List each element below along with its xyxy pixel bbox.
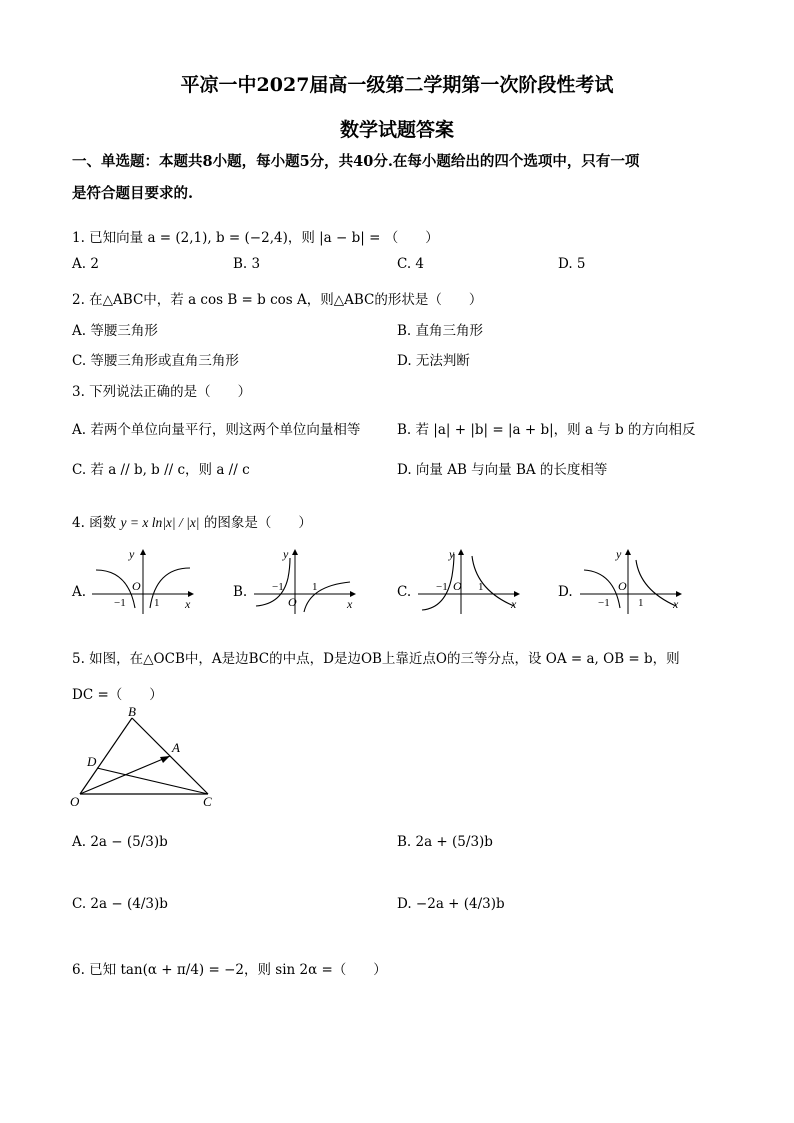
graph-d-tick-1: 1 — [638, 597, 644, 609]
section-heading-line1: 一、单选题：本题共8小题，每小题5分，共40分.在每小题给出的四个选项中，只有一项 — [72, 153, 640, 170]
q4-option-b: B. — [233, 584, 248, 600]
q4-stem-prefix: 4. 函数 — [72, 515, 117, 531]
graph-b-tick-neg1: −1 — [272, 581, 284, 593]
q2-option-b: B. 直角三角形 — [397, 323, 484, 339]
q3-option-a: A. 若两个单位向量平行，则这两个单位向量相等 — [72, 422, 361, 438]
question-2-stem: 2. 在△ABC中，若 a cos B = b cos A，则△ABC的形状是（ ） — [72, 292, 483, 308]
q3-option-c: C. 若 a // b, b // c，则 a // c — [72, 462, 250, 478]
q4-stem-suffix: 的图象是（ ） — [203, 515, 312, 531]
graph-d-x-label: x — [673, 597, 679, 611]
q4-option-c: C. — [397, 584, 412, 600]
graph-a-x-label: x — [185, 597, 191, 611]
q2-option-a: A. 等腰三角形 — [72, 323, 158, 339]
q5-triangle-figure — [68, 702, 228, 810]
q4-function: y = x ln|x| / |x| — [120, 515, 200, 530]
q1-option-a: A. 2 — [72, 256, 99, 272]
point-c-label: C — [203, 794, 212, 809]
q3-option-d: D. 向量 AB 与向量 BA 的长度相等 — [397, 462, 608, 478]
graph-c-y-label: y — [449, 547, 455, 561]
point-a-label: A — [172, 740, 180, 755]
graph-b-x-label: x — [347, 597, 353, 611]
q4-option-a: A. — [72, 584, 87, 600]
q2-option-c: C. 等腰三角形或直角三角形 — [72, 353, 239, 369]
q5-option-b: B. 2a + (5/3)b — [397, 834, 493, 850]
page-subtitle: 数学试题答案 — [339, 119, 454, 141]
q4-option-d: D. — [558, 584, 573, 600]
q1-option-d: D. 5 — [558, 256, 586, 272]
question-6-stem: 6. 已知 tan(α + π/4) = −2，则 sin 2α =（ ） — [72, 962, 387, 978]
q5-option-d: D. −2a + (4/3)b — [397, 896, 505, 912]
q5-option-a: A. 2a − (5/3)b — [72, 834, 168, 850]
q4-graph-d — [576, 546, 686, 616]
graph-a-y-label: y — [129, 547, 135, 561]
point-o-label: O — [70, 794, 80, 809]
q4-graph-c — [414, 546, 524, 616]
page-title: 平凉一中2027届高一级第二学期第一次阶段性考试 — [180, 74, 614, 96]
question-5-stem: 5. 如图，在△OCB中，A是边BC的中点，D是边OB上靠近点O的三等分点，设 OA = a, OB = b，则 — [72, 651, 680, 667]
graph-c-tick-neg1: −1 — [436, 581, 448, 593]
section-heading-line2: 是符合题目要求的. — [72, 185, 194, 202]
graph-a-tick-neg1: −1 — [114, 597, 126, 609]
question-5-stem-line2: DC =（ ） — [72, 687, 163, 703]
graph-c-x-label: x — [511, 597, 517, 611]
graph-b-y-label: y — [283, 547, 289, 561]
question-4-stem — [72, 511, 312, 531]
point-b-label: B — [128, 704, 136, 719]
graph-c-tick-1: 1 — [478, 581, 484, 593]
q4-graph-a — [88, 546, 198, 616]
graph-d-origin: O — [618, 579, 627, 593]
graph-d-y-label: y — [616, 547, 622, 561]
q1-option-b: B. 3 — [233, 256, 261, 272]
q1-option-c: C. 4 — [397, 256, 425, 272]
point-d-label: D — [87, 754, 97, 769]
question-1-stem: 1. 已知向量 a = (2,1), b = (−2,4)，则 |a − b| = （ ） — [72, 230, 439, 246]
q5-option-c: C. 2a − (4/3)b — [72, 896, 168, 912]
q3-option-b: B. 若 |a| + |b| = |a + b|，则 a 与 b 的方向相反 — [397, 422, 696, 438]
graph-b-tick-1: 1 — [312, 581, 318, 593]
question-3-stem: 3. 下列说法正确的是（ ） — [72, 384, 252, 400]
graph-c-origin: O — [453, 579, 462, 593]
graph-a-origin: O — [132, 579, 141, 593]
graph-b-origin: O — [288, 595, 297, 609]
graph-d-tick-neg1: −1 — [598, 597, 610, 609]
q2-option-d: D. 无法判断 — [397, 353, 470, 369]
graph-a-tick-1: 1 — [154, 597, 160, 609]
q4-graph-b — [250, 546, 360, 616]
